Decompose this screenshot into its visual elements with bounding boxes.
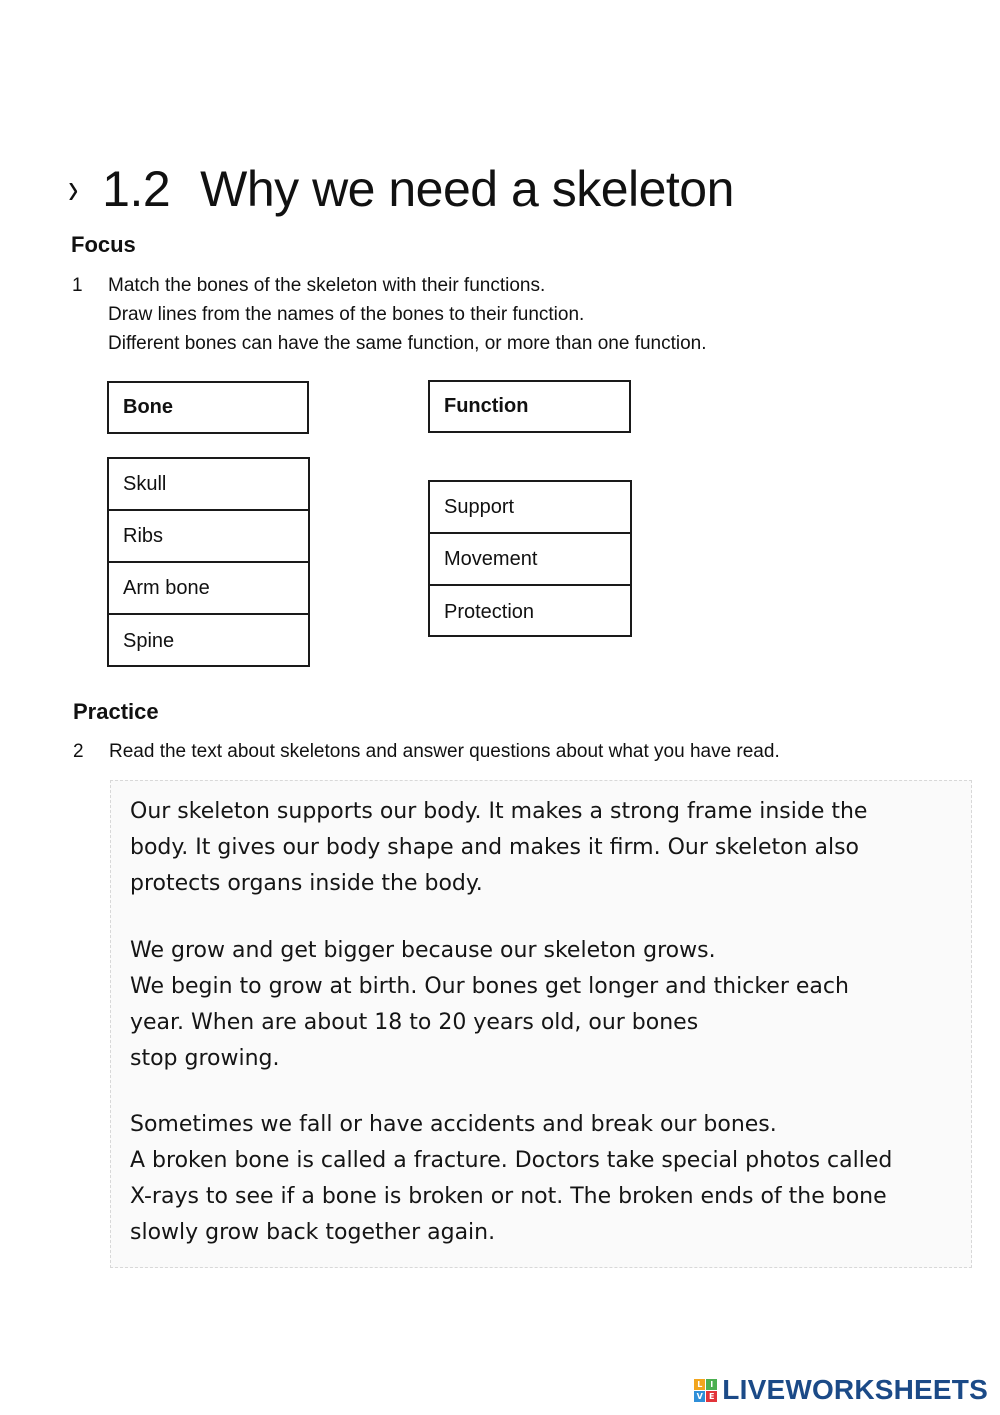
- reading-passage: [110, 780, 972, 1268]
- question-number: 2: [73, 741, 84, 762]
- bone-item-skull[interactable]: Skull: [109, 459, 308, 511]
- text-line: protects organs inside the body.: [130, 871, 483, 896]
- text-line: A broken bone is called a fracture. Doctors take special photos called: [130, 1148, 893, 1173]
- section-title: Why we need a skeleton: [200, 161, 734, 217]
- paragraph-support: [130, 794, 867, 902]
- liveworksheets-logo: [694, 1374, 988, 1406]
- brand-name: LIVEWORKSHEETS: [722, 1374, 988, 1405]
- practice-heading: Practice: [73, 699, 159, 724]
- paragraph-fracture: [130, 1107, 892, 1251]
- text-line: body. It gives our body shape and makes it firm. Our skeleton also: [130, 835, 860, 860]
- bone-item-ribs[interactable]: Ribs: [109, 511, 308, 563]
- text-line: stop growing.: [130, 1046, 280, 1071]
- text-line: slowly grow back together again.: [130, 1220, 496, 1245]
- function-list: [428, 480, 632, 637]
- page-title: [66, 160, 734, 218]
- instruction-line: Different bones can have the same function, or more than one function.: [108, 333, 707, 354]
- question-number: 1: [72, 275, 83, 296]
- function-item-support[interactable]: Support: [430, 482, 630, 534]
- text-line: year. When are about 18 to 20 years old, our bones: [130, 1010, 699, 1035]
- bone-header-box: [107, 381, 309, 434]
- function-header-label: Function: [444, 395, 529, 417]
- bone-item-arm-bone[interactable]: Arm bone: [109, 563, 308, 615]
- live-tiles-icon: [694, 1379, 717, 1402]
- instruction-line: Read the text about skeletons and answer questions about what you have read.: [109, 741, 780, 762]
- function-header-box: [428, 380, 631, 433]
- bone-header-label: Bone: [123, 396, 173, 418]
- section-number: 1.2: [102, 161, 171, 217]
- chevron-right-icon: ›: [68, 164, 79, 213]
- question-1-instructions: [72, 271, 872, 361]
- bone-list: [107, 457, 310, 667]
- tile-e: E: [706, 1391, 717, 1402]
- instruction-line: Match the bones of the skeleton with their functions.: [108, 275, 546, 296]
- paragraph-growth: [130, 933, 849, 1077]
- function-item-protection[interactable]: Protection: [444, 600, 535, 623]
- text-line: Our skeleton supports our body. It makes a strong frame inside the: [130, 799, 868, 824]
- text-line: We grow and get bigger because our skeleton grows.: [130, 938, 716, 963]
- function-item-movement[interactable]: Movement: [430, 534, 630, 586]
- instruction-line: Draw lines from the names of the bones to their function.: [108, 304, 585, 325]
- focus-heading: Focus: [71, 232, 136, 257]
- tile-l: L: [694, 1379, 705, 1390]
- text-line: X-rays to see if a bone is broken or not. The broken ends of the bone: [130, 1184, 887, 1209]
- text-line: We begin to grow at birth. Our bones get longer and thicker each: [130, 974, 849, 999]
- question-2-instructions: [73, 737, 933, 767]
- text-line: Sometimes we fall or have accidents and break our bones.: [130, 1112, 777, 1137]
- bone-item-spine[interactable]: Spine: [123, 629, 175, 652]
- tile-i: I: [706, 1379, 717, 1390]
- tile-v: V: [694, 1391, 705, 1402]
